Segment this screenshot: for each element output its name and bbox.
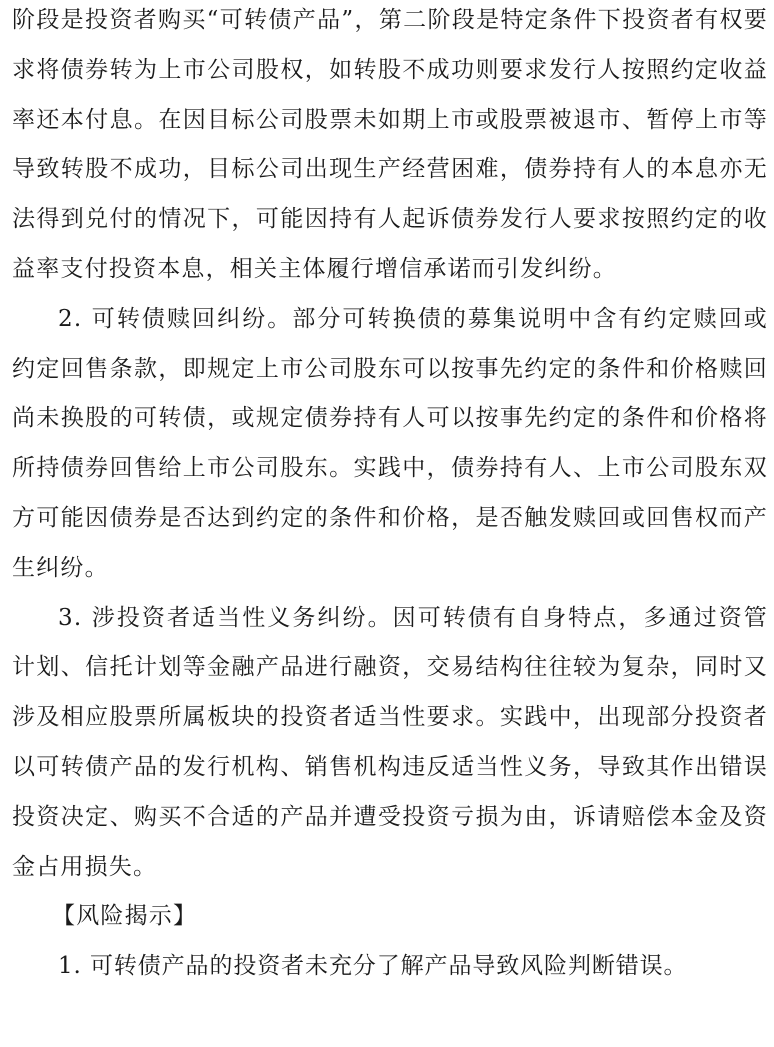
paragraph-continuation: 阶段是投资者购买“可转债产品”，第二阶段是特定条件下投资者有权要求将债券转为上市公司股权，如转股不成功则要求发行人按照约定收益率还本付息。在因目标公司股票未如期上市或股票被退市、暂停上市等导致转股不成功，目标公司出现生产经营困难，债券持有人的本息亦无法得到兑付的情况下，可能因持有人起诉债券发行人要求按照约定的收益率支付投资本息，相关主体履行增信承诺而引发纠纷。 (12, 7, 768, 282)
risk-item-1: 1. 可转债产品的投资者未充分了解产品导致风险判断错误。 (58, 953, 688, 980)
paragraph-investor-suitability-dispute: 3. 涉投资者适当性义务纠纷。因可转债有自身特点，多通过资管计划、信托计划等金融产品进行融资，交易结构往往较为复杂，同时又涉及相应股票所属板块的投资者适当性要求。实践中，出现部分投资者以可转债产品的发行机构、销售机构违反适当性义务，导致其作出错误投资决定、购买不合适的产品并遭受投资亏损为由，诉请赔偿本金及资金占用损失。 (12, 604, 768, 880)
paragraph-convertible-redemption-dispute: 2. 可转债赎回纠纷。部分可转换债的募集说明中含有约定赎回或约定回售条款，即规定上市公司股东可以按事先约定的条件和价格赎回尚未换股的可转债，或规定债券持有人可以按事先约定的条件和价格将所持债券回售给上市公司股东。实践中，债券持有人、上市公司股东双方可能因债券是否达到约定的条件和价格，是否触发赎回或回售权而产生纠纷。 (12, 305, 768, 581)
section-heading-risk-disclosure: 【风险揭示】 (52, 903, 198, 930)
